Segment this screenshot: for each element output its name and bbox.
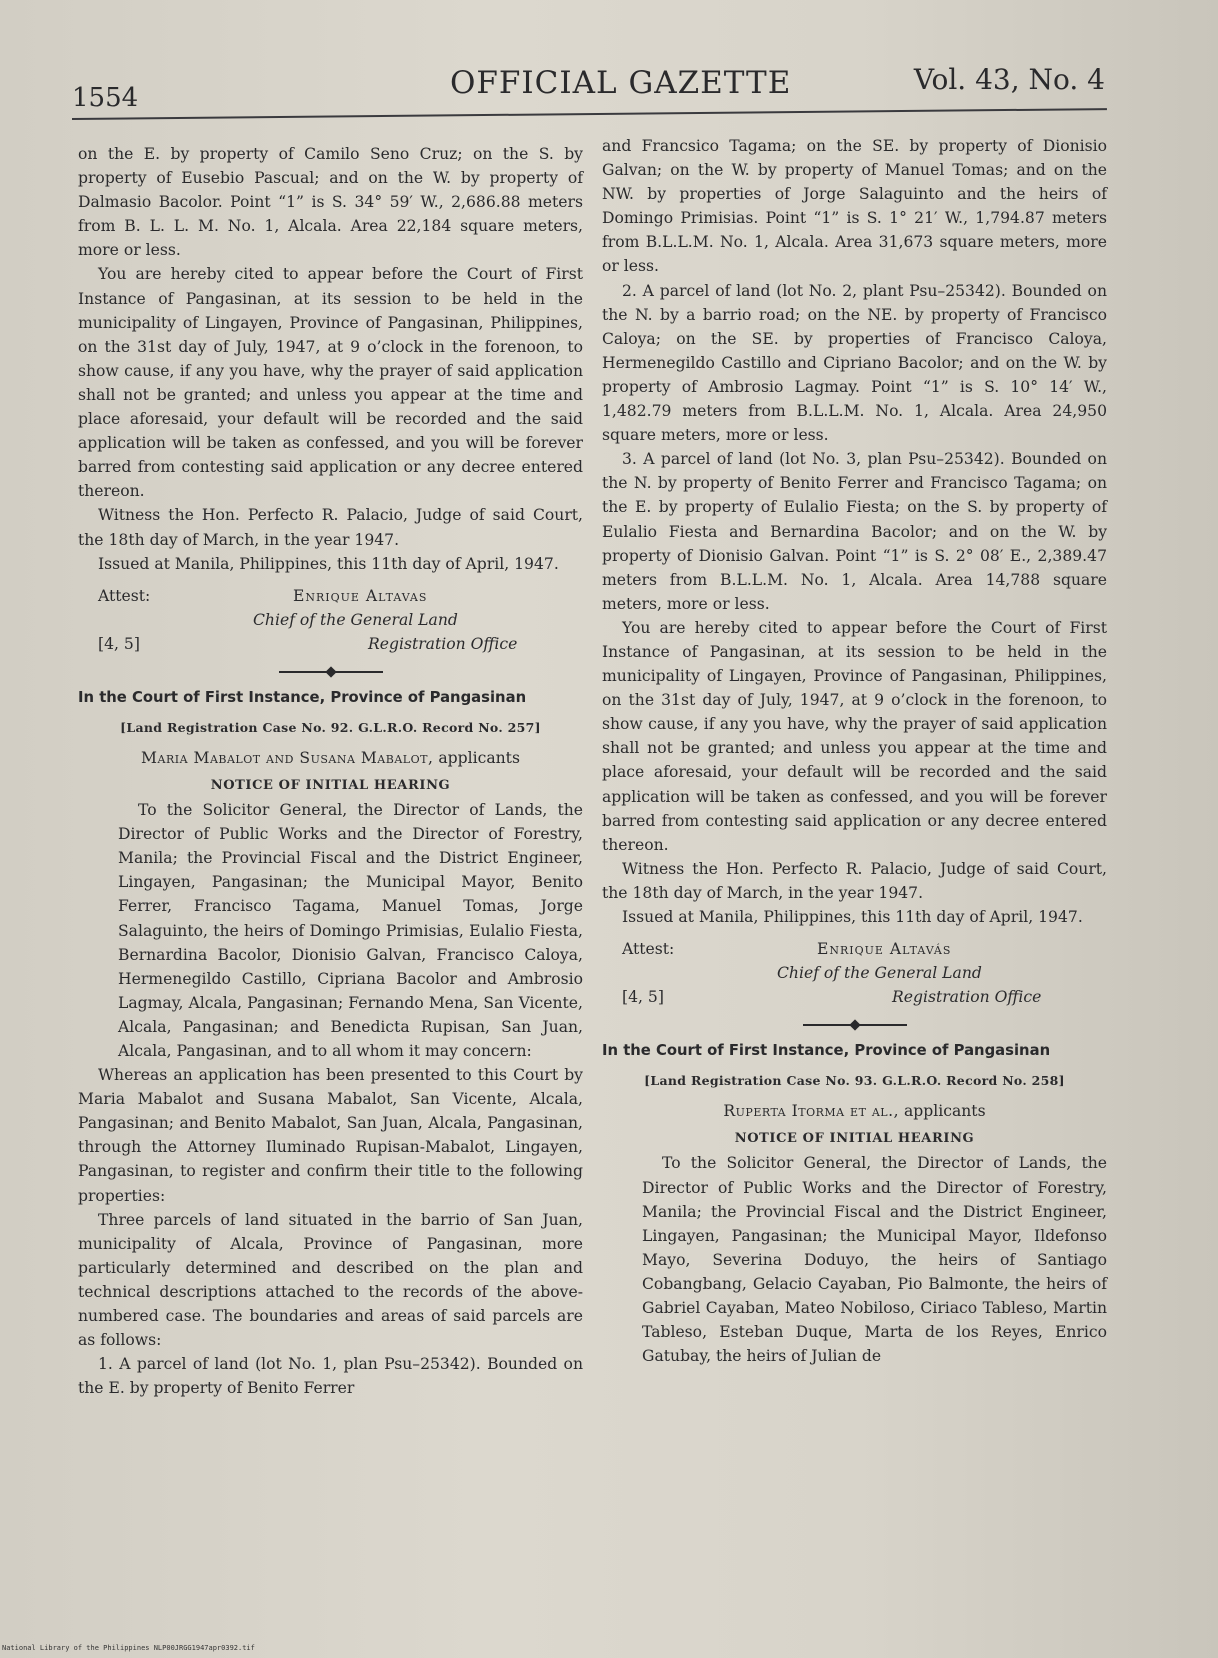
paragraph: Issued at Manila, Philippines, this 11th day of April, 1947. xyxy=(98,554,559,573)
paragraph: Three parcels of land situated in the barrio of San Juan, municipality of Alcala, Province of Pangasinan, more particularly determined and described on the plan and technical descriptions attached to the records of the above-numbered case. The boundaries and areas of said parcels are as follows: xyxy=(78,1210,583,1350)
publication-title: OFFICIAL GAZETTE xyxy=(450,65,792,101)
paragraph: You are hereby cited to appear before the Court of First Instance of Pangasinan, at its session to be held in the municipality of Lingayen, Province of Pangasinan, Philippines, on the 31st day of July, 1947, at 9 o’clock in the forenoon, to show cause, if any you have, why the prayer of said application shall not be granted; and unless you appear at the time and place aforesaid, your default will be recorded and the said application will be taken as confessed, and you will be forever barred from contesting said application or any decree entered thereon. xyxy=(78,265,583,501)
header-rule xyxy=(72,108,1107,120)
section-divider xyxy=(602,1021,1107,1029)
paragraph: 3. A parcel of land (lot No. 3, plan Psu–25342). Bounded on the N. by property of Benito Ferrer and Francisco Tagama; on the E. by property of Eulalio Fiesta; on the S. by property of Eulalio Fiesta and Bernardina Bacolor; and on the W. by property of Dionisio Galvan. Point “1” is S. 2° 08′ E., 2,389.47 meters from B.L.L.M. No. 1, Alcala. Area 14,788 square meters, more or less. xyxy=(602,450,1107,613)
issue-reference: [4, 5] xyxy=(622,988,664,1007)
applicant-names: Ruperta Itorma et al., xyxy=(723,1102,900,1121)
paragraph: 1. A parcel of land (lot No. 1, plan Psu–25342). Bounded on the E. by property of Benito Ferrer xyxy=(78,1355,583,1398)
paragraph: 2. A parcel of land (lot No. 2, plant Psu–25342). Bounded on the N. by a barrio road; on the NE. by property of Francisco Caloya; on the SE. by properties of Francisco Caloya, Hermenegildo Castillo and Cipriano Bacolor; and on the W. by property of Ambrosio Lagmay. Point “1” is S. 10° 14′ W., 1,482.79 meters from B.L.L.M. No. 1, Alcala. Area 24,950 square meters, more or less. xyxy=(602,281,1107,445)
court-heading: In the Court of First Instance, Province of Pangasinan xyxy=(602,1042,1051,1060)
notice-heading: NOTICE OF INITIAL HEARING xyxy=(734,1131,975,1147)
attest-label: Attest: xyxy=(622,940,675,959)
page-number: 1554 xyxy=(72,83,139,113)
court-heading: In the Court of First Instance, Province of Pangasinan xyxy=(78,688,527,706)
attest-office: Registration Office xyxy=(368,634,518,653)
issue-reference: [4, 5] xyxy=(98,634,140,653)
case-reference: [Land Registration Case No. 93. G.L.R.O. Record No. 258] xyxy=(644,1073,1065,1089)
applicant-names: Maria Mabalot and Susana Mabalot, xyxy=(141,748,434,767)
applicants-line xyxy=(78,746,583,770)
section-divider xyxy=(78,668,583,676)
attestation xyxy=(602,937,1107,1009)
attest-office: Registration Office xyxy=(892,988,1042,1007)
paragraph: You are hereby cited to appear before the Court of First Instance of Pangasinan, at its session to be held in the municipality of Lingayen, Province of Pangasinan, Philippines, on the 31st day of July, 1947, at 9 o’clock in the forenoon, to show cause, if any you have, why the prayer of said application shall not be granted; and unless you appear at the time and place aforesaid, your default will be recorded and the said application will be taken as confessed, and you will be forever barred from contesting said application or any decree entered thereon. xyxy=(602,618,1107,854)
case-reference: [Land Registration Case No. 92. G.L.R.O. Record No. 257] xyxy=(120,719,541,735)
page-header xyxy=(70,55,1105,113)
applicants-line xyxy=(602,1099,1107,1123)
paragraph: on the E. by property of Camilo Seno Cruz; on the S. by property of Eusebio Pascual; and on the W. by property of Dalmasio Bacolor. Point “1” is S. 34° 59′ W., 2,686.88 meters from B. L. L. M. No. 1, Alcala. Area 22,184 square meters, more or less. xyxy=(78,145,583,260)
applicants-label: applicants xyxy=(899,1102,986,1121)
attest-name: Enrique Altavas xyxy=(293,586,428,605)
paragraph: and Francsico Tagama; on the SE. by property of Dionisio Galvan; on the W. by property of Manuel Tomas; and on the NW. by properties of Jorge Salaguinto and the heirs of Domingo Primisias. Point “1” is S. 1° 21′ W., 1,794.87 meters from B.L.L.M. No. 1, Alcala. Area 31,673 square meters, more or less. xyxy=(602,137,1107,276)
left-column xyxy=(78,142,583,1400)
paragraph: Issued at Manila, Philippines, this 11th day of April, 1947. xyxy=(622,908,1083,926)
paragraph: Witness the Hon. Perfecto R. Palacio, Judge of said Court, the 18th day of March, in the year 1947. xyxy=(78,506,583,549)
volume-number: Vol. 43, No. 4 xyxy=(913,63,1105,96)
notice-heading: NOTICE OF INITIAL HEARING xyxy=(210,777,451,793)
attest-title: Chief of the General Land xyxy=(777,964,982,983)
applicants-label: applicants xyxy=(433,748,520,767)
scan-footer: National Library of the Philippines NLP00JRGG1947apr0392.tif xyxy=(2,1644,255,1652)
attest-label: Attest: xyxy=(98,586,151,605)
addressees: To the Solicitor General, the Director of Lands, the Director of Public Works and the Director of Forestry, Manila; the Provincial Fiscal and the District Engineer, Lingayen, Pangasinan; the Municipal Mayor, Ildefonso Mayo, Severina Doduyo, the heirs of Santiago Cobangbang, Gelacio Cayaban, Pio Balmonte, the heirs of Gabriel Cayaban, Mateo Nobiloso, Ciriaco Tableso, Martin Tableso, Esteban Duque, Marta de los Reyes, Enrico Gatubay, the heirs of Julian de xyxy=(642,1154,1107,1366)
paragraph: Witness the Hon. Perfecto R. Palacio, Judge of said Court, the 18th day of March, in the year 1947. xyxy=(602,859,1107,902)
paragraph: Whereas an application has been presented to this Court by Maria Mabalot and Susana Mabalot, San Vicente, Alcala, Pangasinan; and Benito Mabalot, San Juan, Alcala, Pangasinan, through the Attorney Iluminado Rupisan-Mabalot, Lingayen, Pangasinan, to register and confirm their title to the following properties: xyxy=(78,1066,583,1205)
right-column xyxy=(602,134,1107,1368)
addressees: To the Solicitor General, the Director of Lands, the Director of Public Works and the Director of Forestry, Manila; the Provincial Fiscal and the District Engineer, Lingayen, Pangasinan; the Municipal Mayor, Benito Ferrer, Francisco Tagama, Manuel Tomas, Jorge Salaguinto, the heirs of Domingo Primisias, Eulalio Fiesta, Bernardina Bacolor, Dionisio Galvan, Francisco Caloya, Hermenegildo Castillo, Cipriana Bacolor and Ambrosio Lagmay, Alcala, Pangasinan; Fernando Mena, San Vicente, Alcala, Pangasinan; and Benedicta Rupisan, San Juan, Alcala, Pangasinan, and to all whom it may concern: xyxy=(118,801,583,1060)
attest-title: Chief of the General Land xyxy=(253,610,458,629)
attest-name: Enrique Altavás xyxy=(817,940,952,959)
attestation xyxy=(78,584,583,656)
